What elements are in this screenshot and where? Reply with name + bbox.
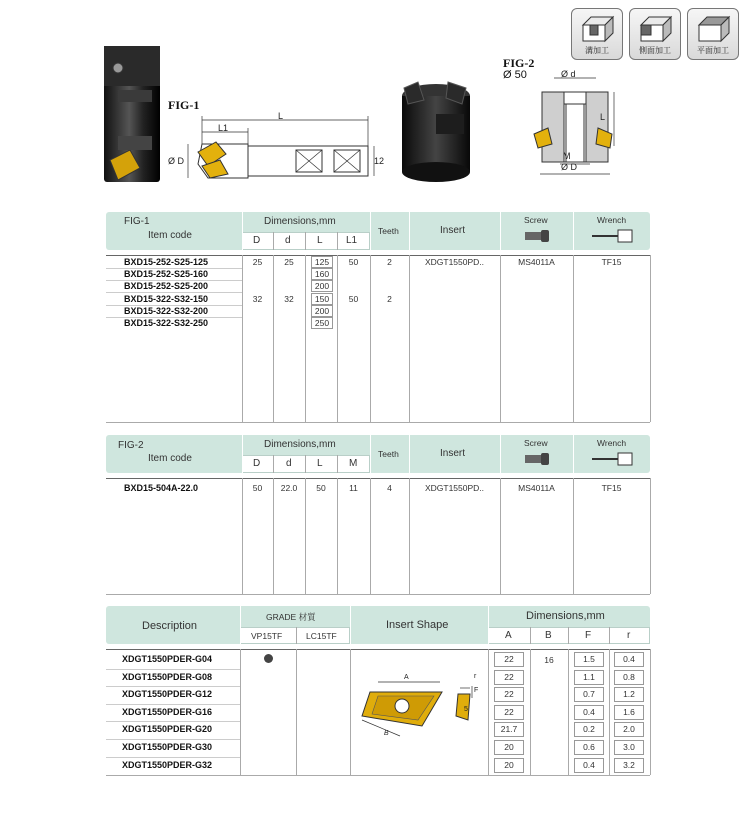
row-divider [106, 721, 240, 722]
table3-col-F: F [585, 630, 592, 641]
table2-wrench: TF15 [601, 483, 622, 493]
table2-item-code-header: Item code [148, 453, 192, 464]
table3-code: XDGT1550PDER-G08 [122, 672, 213, 682]
table2-dimensions-header: Dimensions,mm [264, 439, 336, 450]
table3-r: 3.2 [623, 760, 635, 770]
table3-F: 0.2 [583, 724, 595, 734]
table3-r: 2.0 [623, 724, 635, 734]
table3-F: 1.5 [583, 654, 595, 664]
table3-r: 0.4 [623, 654, 635, 664]
table1-col-L1: L1 [346, 235, 358, 246]
icon-label: 平面加工 [697, 46, 729, 55]
table3-A: 22 [504, 689, 514, 699]
fig2-dim-D: Ø D [561, 162, 578, 172]
groove-machining-icon [571, 8, 623, 60]
table3-code: XDGT1550PDER-G30 [122, 742, 213, 752]
shape-label-B: B [384, 730, 389, 737]
side-machining-icon [629, 8, 681, 60]
table1-d: 32 [284, 294, 294, 304]
table3-insert-shape-header: Insert Shape [386, 619, 449, 631]
table3-F: 0.4 [583, 707, 595, 717]
row-divider [106, 757, 240, 758]
grade-availability-dot [264, 654, 273, 663]
table1-col-D: D [253, 235, 261, 246]
table3-col-B: B [545, 630, 552, 641]
table3-r: 1.6 [623, 707, 635, 717]
table3-A: 20 [504, 742, 514, 752]
table2-code: BXD15-504A-22.0 [124, 483, 199, 493]
table2-teeth-header: Teeth [378, 449, 399, 459]
fig2-dim-d: Ø d [561, 69, 576, 79]
shape-label-r: r [474, 673, 477, 680]
table3-A: 22 [504, 672, 514, 682]
table2-teeth: 4 [387, 483, 392, 493]
table2-col-L: L [317, 458, 323, 469]
table3-r: 3.0 [623, 742, 635, 752]
table1-L: 125 [314, 257, 330, 267]
table2-D: 50 [252, 483, 263, 493]
table1-L: 160 [314, 269, 330, 279]
table1-insert: XDGT1550PD.. [424, 257, 485, 267]
table3-A: 22 [504, 707, 514, 717]
shape-label-F: F [474, 687, 479, 694]
table3-r: 1.2 [623, 689, 635, 699]
table3-A: 21.7 [500, 724, 518, 734]
dim-L1-label: L1 [218, 123, 229, 133]
face-machining-icon [687, 8, 739, 60]
table3-code: XDGT1550PDER-G12 [122, 689, 213, 699]
table3-A: 22 [504, 654, 514, 664]
table2-insert: XDGT1550PD.. [424, 483, 485, 493]
table1-screw-header: Screw [524, 215, 548, 225]
row-divider [106, 739, 240, 740]
table1-teeth-header: Teeth [378, 226, 399, 236]
table1-title: FIG-1 [124, 216, 150, 227]
table3-F: 0.4 [583, 760, 595, 770]
end-mill-photo [100, 40, 170, 185]
table1-L1: 50 [348, 294, 359, 304]
table3-F: 1.1 [583, 672, 595, 682]
table3-code: XDGT1550PDER-G16 [122, 707, 213, 717]
shape-label-A: A [404, 674, 409, 681]
table1-L: 200 [314, 306, 330, 316]
row-divider [106, 669, 240, 670]
table1-L: 250 [314, 318, 330, 328]
screw-icon [524, 452, 552, 466]
table1-screw: MS4011A [518, 257, 555, 267]
dim-d-label: 12 [374, 156, 385, 166]
table3-grade-vp15tf: VP15TF [251, 631, 283, 641]
icon-label: 側面加工 [639, 46, 671, 55]
table3-code: XDGT1550PDER-G04 [122, 654, 213, 664]
table1-col-d: d [285, 235, 291, 246]
wrench-icon [590, 451, 636, 467]
table3-F: 0.7 [583, 689, 595, 699]
table3-grade-header: GRADE 材質 [266, 612, 316, 622]
table3-code: XDGT1550PDER-G20 [122, 724, 213, 734]
table2-screw-header: Screw [524, 438, 548, 448]
table3-description-header: Description [142, 620, 198, 632]
table1-teeth: 2 [387, 294, 392, 304]
table3-B: 16 [544, 655, 554, 665]
table1-D: 32 [252, 294, 263, 304]
table3-A: 20 [504, 760, 514, 770]
table1-code: BXD15-322-S32-250 [124, 318, 209, 328]
icon-label: 溝加工 [585, 46, 609, 55]
table2-wrench-header: Wrench [597, 438, 627, 448]
table1-code: BXD15-322-S32-200 [124, 306, 209, 316]
row-divider [106, 686, 240, 687]
row-divider [106, 704, 240, 705]
table3-col-r: r [627, 630, 631, 641]
fig2-dim-M: M [563, 151, 571, 161]
table1-wrench: TF15 [601, 257, 622, 267]
table2-col-d: d [286, 458, 292, 469]
table2-title: FIG-2 [118, 440, 144, 451]
table3-dimensions-header: Dimensions,mm [526, 610, 605, 622]
dim-D-label: Ø D [168, 156, 185, 166]
dim-L-label: L [278, 111, 284, 121]
fig2-dim-L: L [600, 112, 606, 122]
table1-code: BXD15-252-S25-200 [124, 281, 209, 291]
table3-col-A: A [505, 630, 512, 641]
wrench-icon [590, 228, 636, 244]
table1-L: 200 [314, 281, 330, 291]
table3-r: 0.8 [623, 672, 635, 682]
screw-icon [524, 229, 552, 243]
table2-L: 50 [316, 483, 326, 493]
table1-code: BXD15-252-S25-160 [124, 269, 209, 279]
table1-D: 25 [252, 257, 263, 267]
table1-teeth: 2 [387, 257, 392, 267]
table1-L: 150 [314, 294, 330, 304]
table1-code: BXD15-322-S32-150 [124, 294, 209, 304]
shape-label-t: 5 [464, 706, 468, 713]
table3-F: 0.6 [583, 742, 595, 752]
table2-col-M: M [349, 458, 358, 469]
table1-insert-header: Insert [440, 225, 466, 236]
table2-col-D: D [253, 458, 261, 469]
table2-d: 22.0 [280, 483, 298, 493]
table1-d: 25 [284, 257, 294, 267]
insert-shape-drawing [360, 668, 482, 740]
table3-code: XDGT1550PDER-G32 [122, 760, 213, 770]
table1-code: BXD15-252-S25-125 [124, 257, 209, 267]
table1-item-code-header: Item code [148, 230, 192, 241]
table1-wrench-header: Wrench [597, 215, 627, 225]
table1-col-L: L [317, 235, 323, 246]
table1-dimensions-header: Dimensions,mm [264, 216, 336, 227]
table1-L1: 50 [348, 257, 359, 267]
face-mill-photo [396, 76, 476, 186]
table2-M: 11 [349, 483, 358, 493]
fig2-diameter: Ø 50 [503, 69, 527, 81]
table2-insert-header: Insert [440, 448, 466, 459]
fig2-label: FIG-2 [503, 56, 535, 70]
fig1-label: FIG-1 [168, 98, 200, 112]
table3-grade-lc15tf: LC15TF [306, 631, 337, 641]
table2-screw: MS4011A [518, 483, 555, 493]
